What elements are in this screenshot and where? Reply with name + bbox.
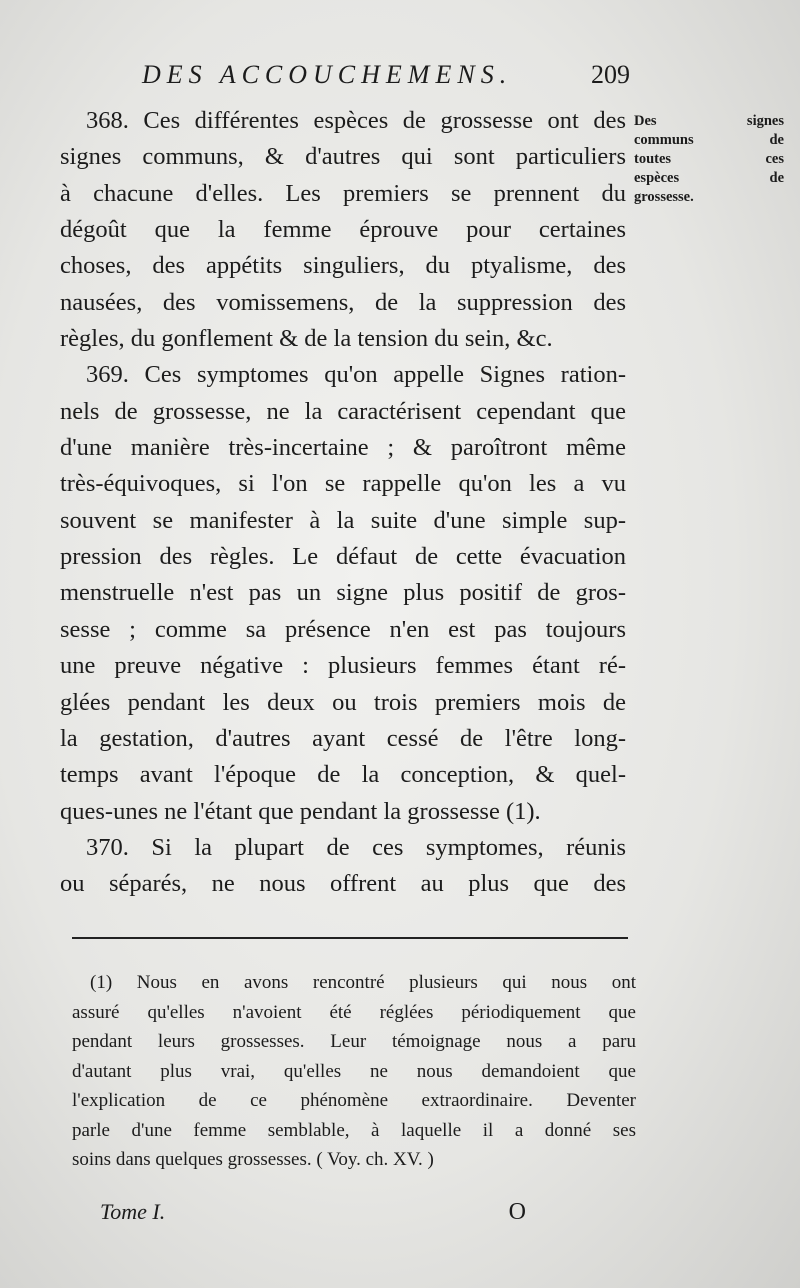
margin-note-line: communs de [634,132,784,148]
footnote [72,968,636,1175]
main-text [60,103,626,903]
text-line: d'une manière très-incertaine ; & paroîtront même [60,434,626,462]
footnote-line: (1) Nous en avons rencontré plusieurs qui nous ont [90,972,636,993]
text-line: règles, du gonflement & de la tension du sein, &c. [60,325,553,353]
margin-note-line: espèces de [634,170,784,186]
footnote-line: d'autant plus vrai, qu'elles ne nous demandoient que [72,1060,636,1082]
text-line: pression des règles. Le défaut de cette évacuation [60,543,626,571]
footnote-line: assuré qu'elles n'avoient été réglées périodiquement que [72,1001,636,1023]
gathering-mark: O [508,1199,526,1225]
text-line: choses, des appétits singuliers, du ptyalisme, des [60,252,626,280]
page-footer [100,1199,526,1233]
margin-note [634,112,784,207]
footnote-rule [72,937,628,939]
margin-note-line: Des signes [634,113,784,129]
text-line: nausées, des vomissemens, de la suppression des [60,288,626,316]
margin-note-line: toutes ces [634,151,784,167]
text-line: 368. Ces différentes espèces de grossesse ont des [86,107,626,134]
footnote-line: soins dans quelques grossesses. ( Voy. ch. XV. ) [72,1149,434,1170]
text-line: 370. Si la plupart de ces symptomes, réunis [86,833,626,861]
text-line: à chacune d'elles. Les premiers se prennent du [60,179,626,207]
running-title: DES ACCOUCHEMENS. [142,60,513,89]
text-line: ques-unes ne l'étant que pendant la grossesse (1). [60,797,541,825]
text-line: 369. Ces symptomes qu'on appelle Signes ration- [86,361,626,389]
text-line: temps avant l'époque de la conception, & quel- [60,761,626,789]
text-line: menstruelle n'est pas un signe plus positif de gros- [60,579,626,607]
text-line: ou séparés, ne nous offrent au plus que des [60,870,626,898]
volume-signature: Tome I. [100,1199,166,1224]
text-line: glées pendant les deux ou trois premiers mois de [60,688,626,716]
page-header [142,60,630,100]
text-line: une preuve négative : plusieurs femmes étant ré- [60,652,626,680]
text-line: nels de grossesse, ne la caractérisent cependant que [60,397,626,425]
margin-note-line: grossesse. [634,189,694,205]
text-line: signes communs, & d'autres qui sont particuliers [60,143,626,171]
footnote-line: l'explication de ce phénomène extraordinaire. Deventer [72,1090,636,1111]
text-line: sesse ; comme sa présence n'en est pas toujours [60,615,626,643]
text-line: la gestation, d'autres ayant cessé de l'être long- [60,724,626,752]
footnote-line: parle d'une femme semblable, à laquelle il a donné ses [72,1119,636,1141]
page-number: 209 [591,60,630,89]
text-line: très-équivoques, si l'on se rappelle qu'on les a vu [60,470,626,498]
footnote-line: pendant leurs grossesses. Leur témoignage nous a paru [72,1031,636,1052]
text-line: souvent se manifester à la suite d'une simple sup- [60,506,626,534]
text-line: dégoût que la femme éprouve pour certaines [60,216,626,244]
